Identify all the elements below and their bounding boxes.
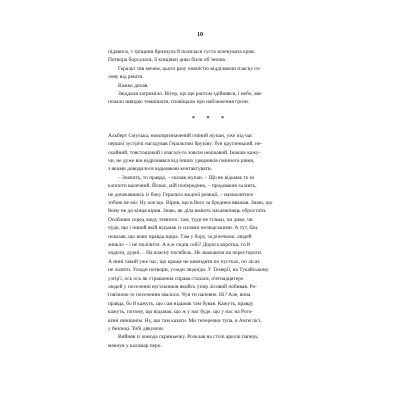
paragraph bbox=[108, 90, 313, 107]
text-line: Особливо серед люду темного: там, туди не тільки, чи диво, чи bbox=[108, 216, 253, 223]
text-line: з якими доводилося відьмакові контактувати. bbox=[108, 166, 212, 173]
text-line: показав, що воно правда щира. Там у бору, за річечкою, людей bbox=[108, 233, 252, 240]
paragraph bbox=[108, 65, 313, 82]
text-line: макнув у каламар перо. bbox=[108, 342, 162, 349]
text-line: – Значить, то правда, – сказав жупан. – Що як відьмак то ні bbox=[118, 174, 255, 181]
blank-line bbox=[108, 124, 313, 132]
text-line: почало швидко темнішати, сповіщали про наближення грози. bbox=[108, 99, 250, 106]
text-line: тобою не міг. Ну але що. Вірив, що в його за бреднем вважав. Знаю, що bbox=[108, 200, 273, 207]
paragraph bbox=[108, 333, 313, 350]
text-line: лову від решти. bbox=[108, 74, 144, 81]
text-line: Потвора борсалася, її кінцівки дико били об землю. bbox=[108, 57, 227, 64]
paragraph bbox=[108, 174, 313, 333]
text-line: кажуть, потому, що відьмак, що ж у нас буде, що у нас на Рого- bbox=[108, 309, 254, 316]
section-separator: * * * bbox=[192, 116, 229, 123]
text-line: Альберт Смулька, новопризначений гміний жупан, уже під час bbox=[108, 132, 253, 139]
text-line: ходили, дурні… На власну погибель. Не зважаючи на перестороги. bbox=[108, 250, 263, 257]
text-line: людей у поселенні вугільників якийсь упир лісовий побивав. Ро- bbox=[108, 283, 257, 290]
text-line: говізною те поселення звалося. Чув ти напевне. Ні? Але, вона bbox=[108, 292, 251, 299]
text-line: не лазити. Усюди потвори, усюди людоїди. У Темерії, на Тукайському bbox=[108, 267, 269, 274]
text-line: зникло – і не полічити. А я ж сидів собі? Дорога коротка, то й bbox=[108, 241, 250, 248]
paragraph bbox=[108, 82, 313, 90]
text-line: підавися, з тріщини бризнула й полилася густа зеленувата кров. bbox=[108, 49, 256, 55]
text-line: А нині такий уже час, що краще не швендяти по пустках, по лісах bbox=[108, 258, 260, 265]
text-line: візні нинішнім. Ну, що там казати. Ми теперечки тупа, в Ангеглісі, bbox=[108, 317, 262, 324]
text-line: Звіддаля загриміло. Вітер, що ще раптом здійнявся, і небо, яке bbox=[118, 90, 262, 97]
text-line: правда, бо й кажуть, що сам відьмак там бував. Кажуть, правду bbox=[108, 300, 254, 307]
body-text bbox=[108, 48, 313, 350]
text-line: Важко дихав. bbox=[118, 82, 149, 89]
text-line: клопоти валечний. Йонас, мій попередник, – продовжив за мить, bbox=[108, 183, 257, 190]
paragraph bbox=[108, 132, 313, 174]
blank-line bbox=[108, 107, 313, 115]
text-line: узгір'ї, ось ось як страшенна справа сталася, п'ятнадцятеро bbox=[108, 275, 244, 282]
text-line: не дочекавшись із боку Геральта жодної реакції, – нахвалитися bbox=[108, 191, 253, 198]
text-line: охайний, товстощокий і взагалі-то зовсім нецікавий. Інакше кажу- bbox=[108, 149, 261, 156]
paragraph bbox=[108, 48, 313, 65]
text-line: Геральт тяв мечем, цього разу повністю відділяючи пласку го- bbox=[118, 65, 261, 72]
text-line: йому не до кінця вірив. Знаю, як діла вміють насамкінець обростати. bbox=[108, 208, 267, 215]
page-number: 10 bbox=[197, 32, 203, 38]
text-line: чудо, що і інший якій відьмак із силами нелюдськими. А тут, бач, bbox=[108, 225, 259, 232]
text-line: у безпеці. Тобі дякуючи. bbox=[108, 325, 165, 332]
text-line: чи, не дуже він відрізнявся від інших урядників гмінного рівня, bbox=[108, 158, 255, 165]
text-line: першої зустрічі нагадував Геральтові бруківу: був кругленький, не- bbox=[108, 141, 263, 148]
text-line: Вийняв із комода скриньечку. Розклав на столі аркуш паперу, bbox=[118, 334, 259, 341]
